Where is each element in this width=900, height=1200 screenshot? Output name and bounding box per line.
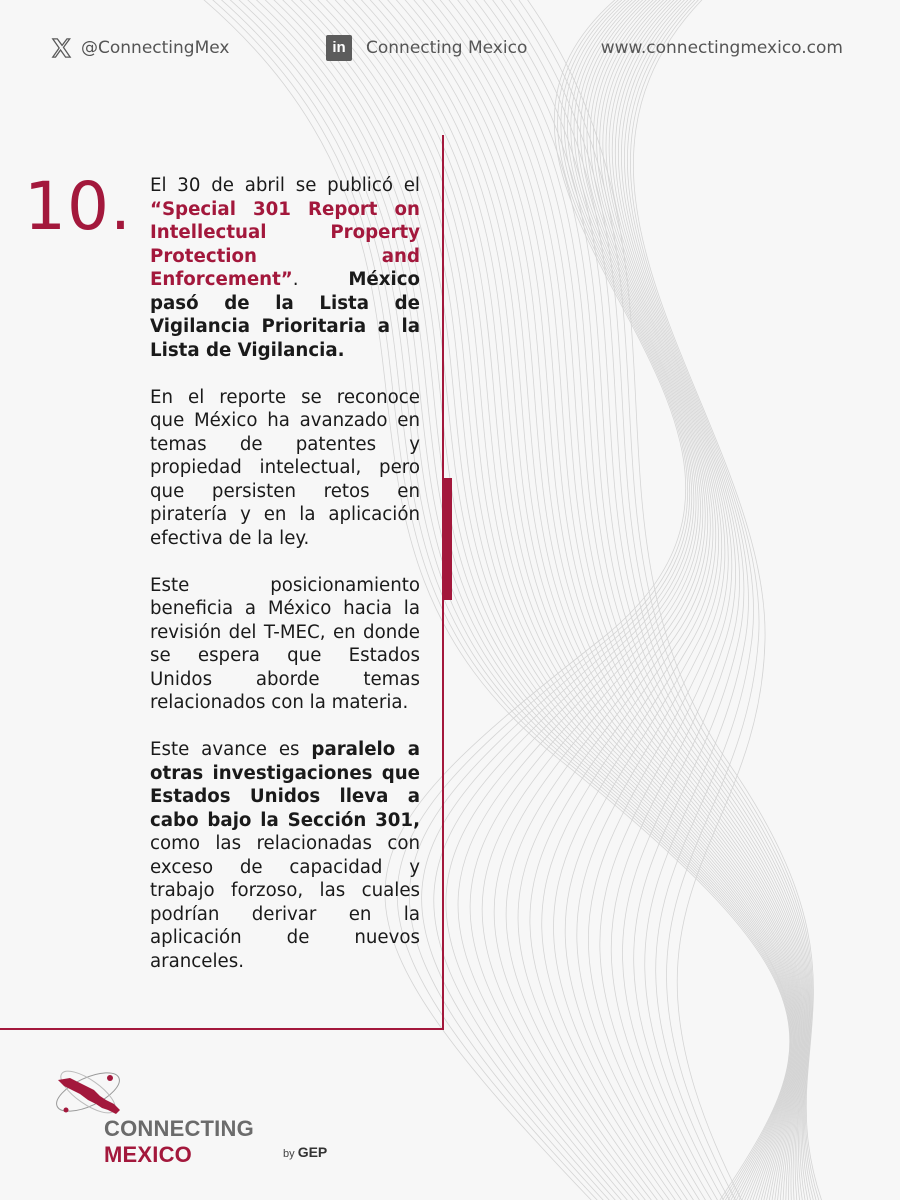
background-wave-line [369, 0, 802, 1200]
frame-accent-bar [442, 478, 452, 600]
watchlist-statement: México pasó de la Lista de Vigilancia Prioritaria a la Lista de Vigilancia. [150, 269, 420, 361]
logo-byline: by GEP [283, 1144, 328, 1160]
background-wave-line [477, 0, 819, 1200]
background-wave-line [459, 0, 812, 1200]
background-wave-line [513, 0, 833, 1200]
logo-wordmark: CONNECTING MEXICO [104, 1116, 254, 1167]
linkedin-icon: in [326, 35, 352, 61]
background-wave-line [611, 0, 735, 1200]
background-wave-line [621, 0, 744, 1200]
section-301-statement: paralelo a otras investigaciones que Estados Unidos lleva a cabo bajo la Sección 301, [150, 739, 420, 831]
background-wave-line [494, 0, 705, 1200]
header-bar [0, 34, 900, 64]
item-number: 10. [24, 168, 132, 245]
background-wave-line [409, 0, 689, 1200]
twitter-handle: @ConnectingMex [81, 38, 230, 58]
background-wave-line [624, 0, 748, 1200]
background-wave-line [542, 0, 716, 1200]
linkedin-name: Connecting Mexico [366, 38, 528, 58]
background-wave-line [618, 0, 739, 1200]
article-body [150, 174, 420, 997]
x-logo-icon [50, 37, 72, 59]
background-wave-line [432, 0, 806, 1200]
paragraph-4: Este avance es paralelo a otras investigaciones que Estados Unidos lleva a cabo bajo la Sección 301, como las relacionadas con exceso de capacidad y trabajo forzoso, las cuales podrían derivar en la aplicación de nuevos aranceles. [150, 739, 420, 972]
connecting-mexico-logo [48, 1060, 348, 1170]
twitter-link[interactable] [50, 34, 229, 62]
background-wave-line [630, 0, 759, 1200]
background-wave-line [397, 0, 687, 1200]
report-title: “Special 301 Report on Intellectual Property Protection and Enforcement” [150, 198, 420, 290]
paragraph-2: En el reporte se reconoce que México ha avanzado en temas de patentes y propiedad intelectual, pero que persisten retos en piratería y en la aplicación efectiva de la ley. [150, 386, 420, 549]
website-link[interactable]: www.connectingmexico.com [600, 38, 843, 58]
gep-logo: GEP [297, 1144, 328, 1160]
paragraph-3: Este posicionamiento beneficia a México hacia la revisión del T-MEC, en donde se espera que Estados Unidos aborde temas relacionados con la materia. [150, 574, 420, 713]
frame-bottom-line [0, 1028, 444, 1030]
background-wave-line [633, 0, 765, 1200]
paragraph-1: El 30 de abril se publicó el “Special 301 Report on Intellectual Property Protection and Enforcement”. México pasó de la Lista de Vigilancia Prioritaria a la Lista de Vigilancia. [150, 175, 420, 361]
background-wave-line [446, 0, 696, 1200]
background-wave-line [441, 0, 807, 1200]
linkedin-link[interactable] [326, 34, 527, 62]
